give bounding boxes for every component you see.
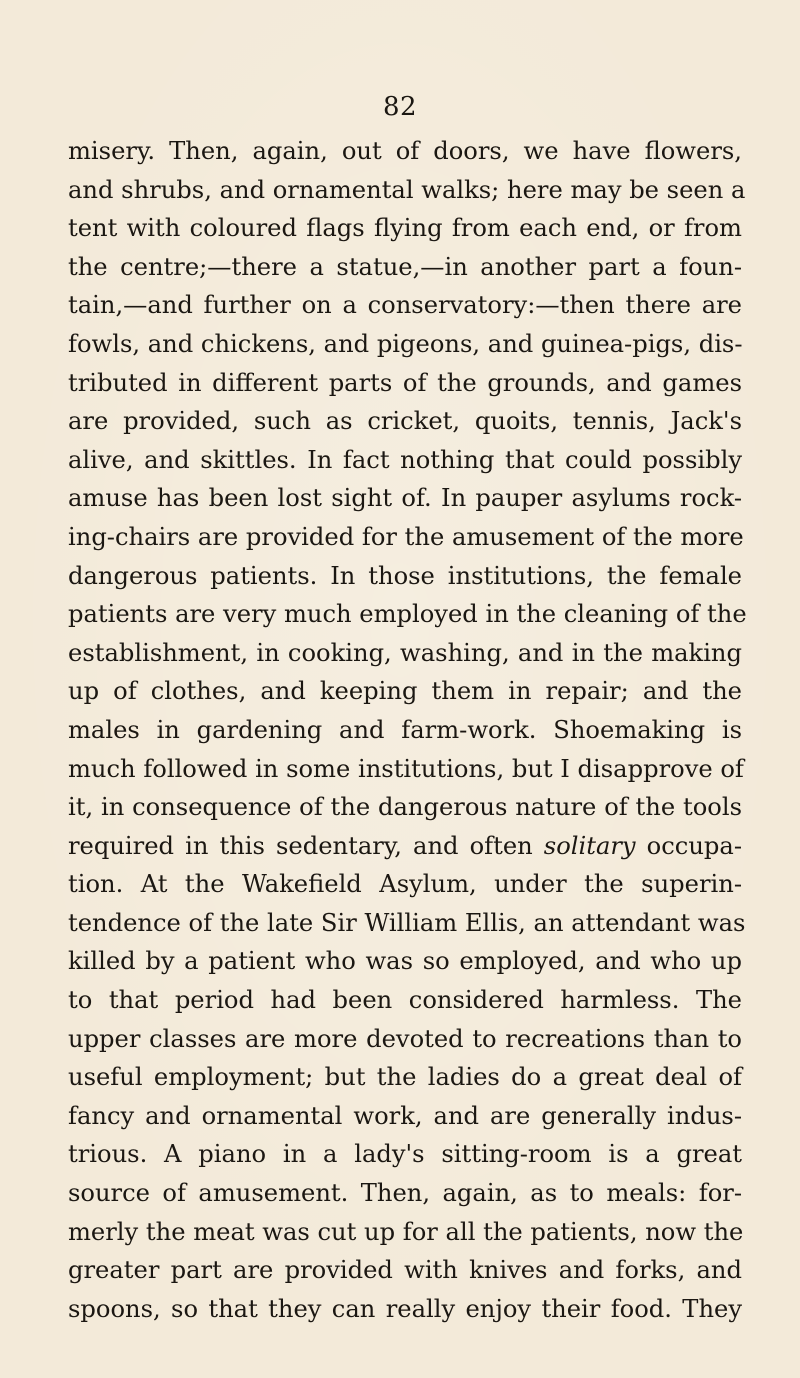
text-line: tent with coloured flags flying from each end, or from: [68, 214, 742, 243]
text-line: useful employment; but the ladies do a great deal of: [68, 1063, 742, 1092]
text-line: to that period had been considered harmless. The: [68, 986, 742, 1015]
text-line: are provided, such as cricket, quoits, tennis, Jack's: [68, 407, 742, 436]
text-line: upper classes are more devoted to recreations than to: [68, 1024, 742, 1053]
text-line: ing-chairs are provided for the amusement of the more: [68, 522, 744, 551]
italic-text: solitary: [543, 831, 636, 860]
text-segment: occupa-: [635, 831, 742, 860]
text-line: greater part are provided with knives and forks, and: [68, 1256, 742, 1285]
text-line: and shrubs, and ornamental walks; here may be seen a: [68, 175, 746, 204]
text-line: up of clothes, and keeping them in repair; and the: [68, 677, 742, 706]
text-line: trious. A piano in a lady's sitting-room is a great: [68, 1140, 742, 1169]
text-line: spoons, so that they can really enjoy their food. They: [68, 1294, 742, 1323]
text-line: establishment, in cooking, washing, and in the making: [68, 638, 742, 667]
text-line: patients are very much employed in the cleaning of the: [68, 600, 747, 629]
text-line: source of amusement. Then, again, as to meals: for-: [68, 1179, 742, 1208]
text-line: tendence of the late Sir William Ellis, an attendant was: [68, 908, 746, 937]
page-number: 82: [382, 92, 418, 122]
text-line: dangerous patients. In those institutions, the female: [68, 561, 742, 590]
text-line: fancy and ornamental work, and are generally indus-: [68, 1101, 742, 1130]
text-line: merly the meat was cut up for all the patients, now the: [68, 1217, 744, 1246]
text-line: amuse has been lost sight of. In pauper asylums rock-: [68, 484, 742, 513]
text-line: it, in consequence of the dangerous nature of the tools: [68, 793, 742, 822]
text-line: males in gardening and farm-work. Shoemaking is: [68, 715, 742, 744]
text-line: tion. At the Wakefield Asylum, under the superin-: [68, 870, 742, 899]
text-line: [68, 827, 742, 866]
text-line: tributed in different parts of the grounds, and games: [68, 368, 742, 397]
text-line: much followed in some institutions, but I disapprove of: [68, 754, 744, 783]
text-line: fowls, and chickens, and pigeons, and guinea-pigs, dis-: [68, 329, 743, 358]
text-line: tain,—and further on a conservatory:—then there are: [68, 291, 742, 320]
text-line: misery. Then, again, out of doors, we have flowers,: [68, 137, 742, 165]
text-segment: required in this sedentary, and often: [68, 831, 544, 860]
text-line: killed by a patient who was so employed, and who up: [68, 947, 742, 976]
text-line: the centre;—there a statue,—in another part a foun-: [68, 252, 742, 281]
text-line: alive, and skittles. In fact nothing that could possibly: [68, 445, 742, 474]
body-text: [68, 132, 747, 1328]
